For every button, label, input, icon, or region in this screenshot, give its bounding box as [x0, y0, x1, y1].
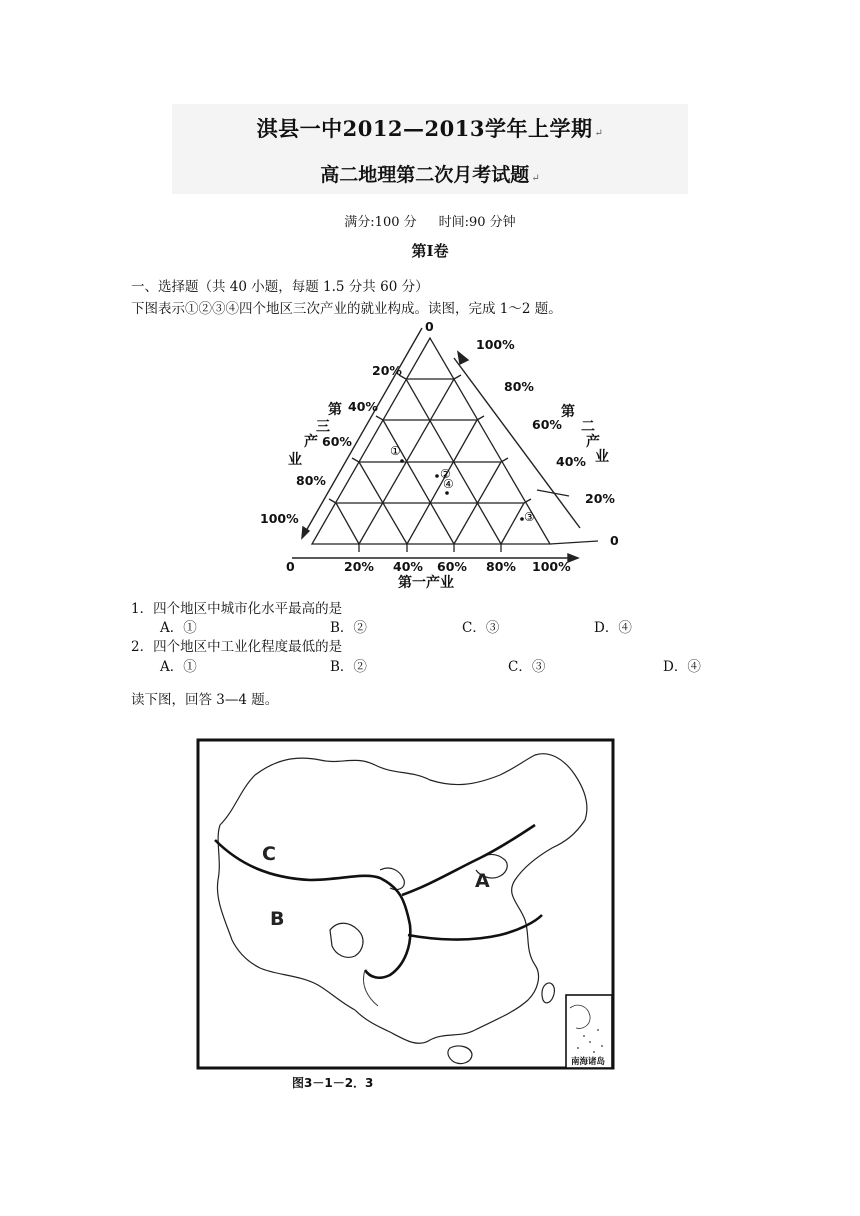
- right-title-2: 二: [581, 419, 595, 435]
- right-title-1: 第: [561, 404, 575, 420]
- left-title-4: 业: [288, 452, 302, 468]
- region-label-c: C: [262, 843, 276, 865]
- right-tick-80: 80%: [504, 379, 534, 394]
- bottom-tick-60: 60%: [437, 559, 467, 574]
- volume-heading: 第Ⅰ卷: [411, 242, 449, 260]
- point-2-dot: [435, 474, 439, 478]
- point-3-label: ③: [524, 510, 535, 524]
- left-title-1: 第: [328, 402, 342, 418]
- ternary-top-label: 0: [425, 319, 434, 334]
- exam-time: 时间:90 分钟: [438, 215, 516, 230]
- bottom-tick-40: 40%: [393, 559, 423, 574]
- point-4-dot: [445, 491, 449, 495]
- bottom-tick-20: 20%: [344, 559, 374, 574]
- section-intro: 下图表示①②③④四个地区三次产业的就业构成。读图，完成 1～2 题。: [131, 301, 562, 317]
- left-tick-100: 100%: [260, 511, 299, 526]
- point-2-label: ②: [440, 467, 451, 481]
- left-title-2: 三: [316, 419, 330, 435]
- left-title-3: 产: [304, 434, 318, 450]
- right-tick-20: 20%: [585, 491, 615, 506]
- section-heading: 一、选择题（共 40 小题，每题 1.5 分共 60 分）: [131, 279, 429, 295]
- point-1-dot: [400, 459, 404, 463]
- south-china-sea-inset: [566, 995, 612, 1068]
- exam-title-line1: 淇县一中2012—2013学年上学期 ↵: [256, 116, 604, 141]
- section2-intro: 读下图，回答 3—4 题。: [131, 692, 279, 708]
- q2-option-c: C．③: [508, 659, 546, 675]
- china-region-map: [180, 730, 660, 1095]
- bottom-axis-title: 第一产业: [398, 575, 454, 591]
- left-tick-20: 20%: [372, 363, 402, 378]
- full-score: 满分:100 分: [344, 215, 417, 230]
- left-tick-80: 80%: [296, 473, 326, 488]
- right-tick-100: 100%: [476, 337, 515, 352]
- q1-option-b: B．②: [330, 620, 367, 636]
- bottom-tick-80: 80%: [486, 559, 516, 574]
- q2-option-a: A．①: [160, 659, 197, 675]
- bottom-tick-0: 0: [286, 559, 295, 574]
- ternary-points: [390, 444, 535, 524]
- exam-title-line2: 高二地理第二次月考试题 ↵: [320, 164, 540, 186]
- right-tick-0: 0: [610, 533, 619, 548]
- ternary-diagram: [260, 318, 630, 591]
- q1-option-c: C．③: [462, 620, 500, 636]
- left-tick-40: 40%: [348, 399, 378, 414]
- exam-meta: [0, 211, 860, 230]
- point-4-label: ④: [443, 477, 454, 491]
- bottom-tick-100: 100%: [532, 559, 571, 574]
- q2-option-b: B．②: [330, 659, 367, 675]
- right-tick-60: 60%: [532, 417, 562, 432]
- map-caption: 图3－1－2．3: [292, 1076, 374, 1090]
- q1-option-d: D．④: [594, 620, 632, 636]
- left-tick-60: 60%: [322, 434, 352, 449]
- right-tick-40: 40%: [556, 454, 586, 469]
- question-1-stem: 1．四个地区中城市化水平最高的是: [131, 601, 343, 617]
- region-label-b: B: [270, 908, 285, 930]
- region-label-a: A: [475, 870, 490, 892]
- right-title-4: 业: [595, 449, 609, 465]
- right-title-3: 产: [586, 434, 600, 450]
- question-2-stem: 2．四个地区中工业化程度最低的是: [131, 639, 343, 655]
- q1-option-a: A．①: [160, 620, 197, 636]
- inset-label: 南海诸岛: [571, 1057, 606, 1067]
- point-1-label: ①: [390, 444, 401, 458]
- q2-option-d: D．④: [663, 659, 701, 675]
